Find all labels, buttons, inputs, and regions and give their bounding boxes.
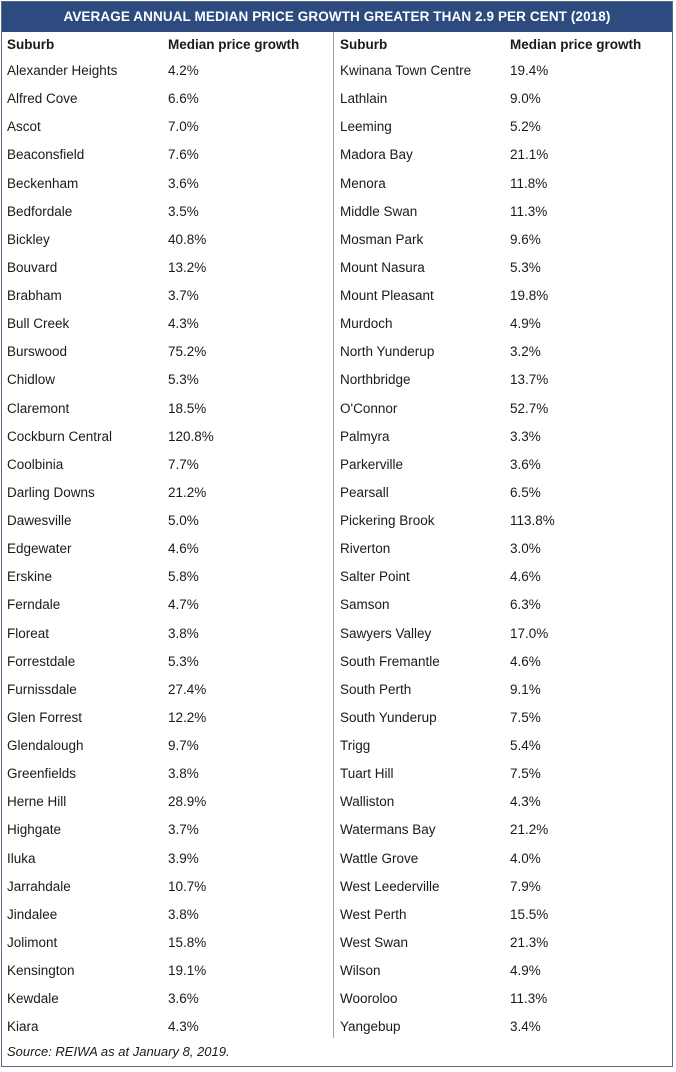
- table-row: [2, 929, 333, 957]
- table-row: [334, 845, 672, 873]
- right-table-body: [334, 57, 672, 1041]
- table-row: [334, 985, 672, 1013]
- growth-cell: 13.7%: [510, 372, 549, 388]
- suburb-cell: South Perth: [340, 681, 412, 697]
- table-row: [334, 563, 672, 591]
- table-row: [2, 788, 333, 816]
- growth-cell: 5.0%: [168, 513, 199, 528]
- growth-cell: 7.6%: [168, 147, 199, 163]
- suburb-cell: Tuart Hill: [340, 766, 394, 782]
- suburb-cell: Pickering Brook: [340, 513, 435, 528]
- table-row: [334, 366, 672, 394]
- growth-cell: 11.3%: [510, 991, 548, 1007]
- left-column: [2, 32, 333, 1041]
- table-row: [2, 282, 333, 310]
- table-row: [334, 282, 672, 310]
- table-row: [334, 310, 672, 338]
- growth-cell: 5.3%: [168, 653, 199, 669]
- suburb-cell: Kewdale: [7, 991, 59, 1007]
- growth-cell: 4.9%: [510, 316, 541, 332]
- growth-cell: 7.5%: [510, 709, 541, 725]
- table-row: [2, 170, 333, 198]
- table-row: [334, 620, 672, 648]
- table-row: [334, 901, 672, 929]
- suburb-cell: Bickley: [7, 231, 50, 247]
- suburb-cell: Floreat: [7, 625, 50, 641]
- growth-cell: 4.3%: [168, 1019, 199, 1035]
- suburb-cell: Brabham: [7, 288, 62, 303]
- table-row: [334, 170, 672, 198]
- growth-cell: 3.6%: [510, 456, 541, 472]
- suburb-cell: Leeming: [340, 119, 392, 135]
- growth-cell: 5.3%: [510, 259, 541, 275]
- suburb-cell: Highgate: [7, 822, 62, 838]
- table-row: [2, 366, 333, 394]
- table-row: [2, 254, 333, 282]
- growth-cell: 21.2%: [510, 822, 549, 838]
- growth-cell: 4.3%: [168, 316, 199, 332]
- suburb-cell: Ascot: [7, 119, 41, 135]
- growth-cell: 3.9%: [168, 850, 199, 866]
- table-row: [2, 451, 333, 479]
- growth-cell: 113.8%: [510, 513, 555, 528]
- suburb-cell: Kwinana Town Centre: [340, 63, 472, 78]
- source-note: Source: REIWA as at January 8, 2019.: [7, 1044, 230, 1059]
- suburb-cell: South Fremantle: [340, 653, 440, 669]
- growth-cell: 5.8%: [168, 569, 199, 585]
- left-column-header: [2, 32, 333, 57]
- growth-cell: 4.6%: [510, 653, 541, 669]
- suburb-cell: Mosman Park: [340, 231, 424, 247]
- growth-cell: 40.8%: [168, 231, 207, 247]
- suburb-cell: Furnissdale: [7, 681, 77, 697]
- table-row: [334, 507, 672, 535]
- suburb-cell: Jindalee: [7, 906, 58, 922]
- table-row: [2, 985, 333, 1013]
- table-row: [2, 901, 333, 929]
- table-row: [334, 1013, 672, 1041]
- growth-cell: 11.8%: [510, 175, 548, 191]
- table-row: [334, 676, 672, 704]
- table-row: [334, 226, 672, 254]
- left-table-body: [2, 57, 333, 1041]
- table-title: AVERAGE ANNUAL MEDIAN PRICE GROWTH GREATER THAN 2.9 PER CENT (2018): [2, 2, 672, 32]
- growth-cell: 3.5%: [168, 203, 199, 219]
- growth-cell: 3.0%: [510, 541, 541, 557]
- growth-cell: 21.3%: [510, 934, 549, 950]
- table-row: [2, 57, 333, 85]
- growth-cell: 3.8%: [168, 625, 199, 641]
- growth-cell: 11.3%: [510, 203, 548, 219]
- table-row: [334, 788, 672, 816]
- suburb-cell: Northbridge: [340, 372, 411, 388]
- suburb-cell: Bouvard: [7, 259, 58, 275]
- suburb-cell: Riverton: [340, 541, 391, 557]
- suburb-cell: Chidlow: [7, 372, 56, 388]
- suburb-cell: Sawyers Valley: [340, 625, 432, 641]
- table-row: [2, 141, 333, 169]
- growth-cell: 3.7%: [168, 288, 199, 303]
- growth-cell: 3.4%: [510, 1019, 541, 1035]
- table-row: [2, 704, 333, 732]
- table-row: [2, 338, 333, 366]
- table-row: [334, 929, 672, 957]
- growth-cell: 15.8%: [168, 934, 207, 950]
- growth-cell: 3.3%: [510, 428, 541, 444]
- table-row: [334, 479, 672, 507]
- suburb-cell: Trigg: [340, 738, 371, 753]
- suburb-cell: Wooroloo: [340, 991, 398, 1007]
- suburb-cell: Dawesville: [7, 513, 72, 528]
- table-row: [2, 507, 333, 535]
- growth-cell: 17.0%: [510, 625, 549, 641]
- table-row: [334, 451, 672, 479]
- table-row: [334, 704, 672, 732]
- right-column-header: [334, 32, 672, 57]
- table-row: [2, 1013, 333, 1041]
- header-suburb: Suburb: [7, 37, 55, 52]
- suburb-cell: O'Connor: [340, 400, 398, 416]
- suburb-cell: Iluka: [7, 850, 36, 866]
- growth-cell: 21.2%: [168, 484, 207, 500]
- growth-cell: 4.6%: [168, 541, 199, 557]
- table-row: [2, 198, 333, 226]
- table-row: [334, 535, 672, 563]
- growth-cell: 13.2%: [168, 259, 207, 275]
- header-suburb: Suburb: [340, 37, 388, 52]
- suburb-cell: Claremont: [7, 400, 70, 416]
- table-row: [2, 226, 333, 254]
- table-row: [334, 423, 672, 451]
- growth-cell: 7.7%: [168, 456, 199, 472]
- table-row: [2, 591, 333, 619]
- suburb-cell: Burswood: [7, 344, 68, 360]
- suburb-cell: Coolbinia: [7, 456, 64, 472]
- growth-cell: 4.0%: [510, 850, 541, 866]
- price-growth-table: [1, 1, 673, 1067]
- suburb-cell: Madora Bay: [340, 147, 413, 163]
- suburb-cell: Murdoch: [340, 316, 393, 332]
- suburb-cell: Herne Hill: [7, 794, 67, 810]
- growth-cell: 4.3%: [510, 794, 541, 810]
- suburb-cell: Ferndale: [7, 597, 61, 613]
- table-row: [2, 479, 333, 507]
- table-row: [334, 760, 672, 788]
- growth-cell: 3.2%: [510, 344, 541, 360]
- growth-cell: 4.7%: [168, 597, 199, 613]
- suburb-cell: Kiara: [7, 1019, 39, 1035]
- growth-cell: 120.8%: [168, 428, 214, 444]
- suburb-cell: Palmyra: [340, 428, 390, 444]
- suburb-cell: West Swan: [340, 934, 409, 950]
- suburb-cell: Cockburn Central: [7, 428, 113, 444]
- suburb-cell: Edgewater: [7, 541, 72, 557]
- suburb-cell: West Leederville: [340, 878, 440, 894]
- growth-cell: 4.9%: [510, 963, 541, 978]
- suburb-cell: Beckenham: [7, 175, 79, 191]
- suburb-cell: Menora: [340, 175, 386, 191]
- table-row: [2, 760, 333, 788]
- table-row: [2, 732, 333, 760]
- suburb-cell: Erskine: [7, 569, 53, 585]
- growth-cell: 21.1%: [510, 147, 549, 163]
- table-row: [334, 395, 672, 423]
- table-row: [2, 676, 333, 704]
- table-row: [2, 423, 333, 451]
- growth-cell: 7.5%: [510, 766, 541, 782]
- suburb-cell: Jolimont: [7, 934, 58, 950]
- table-row: [334, 57, 672, 85]
- suburb-cell: Wilson: [340, 963, 381, 978]
- growth-cell: 19.1%: [168, 963, 207, 978]
- suburb-cell: Greenfields: [7, 766, 77, 782]
- suburb-cell: Glendalough: [7, 738, 84, 753]
- growth-cell: 3.8%: [168, 766, 199, 782]
- table-row: [334, 957, 672, 985]
- table-row: [334, 648, 672, 676]
- suburb-cell: Alexander Heights: [7, 63, 118, 78]
- growth-cell: 6.5%: [510, 484, 541, 500]
- table-row: [334, 113, 672, 141]
- suburb-cell: Yangebup: [340, 1019, 401, 1035]
- table-row: [2, 816, 333, 844]
- table-row: [334, 591, 672, 619]
- table-row: [2, 620, 333, 648]
- growth-cell: 6.3%: [510, 597, 541, 613]
- table-row: [2, 648, 333, 676]
- growth-cell: 19.4%: [510, 63, 549, 78]
- growth-cell: 3.6%: [168, 991, 199, 1007]
- suburb-cell: Middle Swan: [340, 203, 418, 219]
- growth-cell: 75.2%: [168, 344, 207, 360]
- growth-cell: 3.6%: [168, 175, 199, 191]
- suburb-cell: Watermans Bay: [340, 822, 436, 838]
- growth-cell: 5.4%: [510, 738, 541, 753]
- table-row: [2, 563, 333, 591]
- suburb-cell: Samson: [340, 597, 390, 613]
- growth-cell: 12.2%: [168, 709, 207, 725]
- suburb-cell: Bedfordale: [7, 203, 73, 219]
- suburb-cell: Bull Creek: [7, 316, 70, 332]
- suburb-cell: Forrestdale: [7, 653, 76, 669]
- table-row: [334, 85, 672, 113]
- growth-cell: 6.6%: [168, 91, 199, 107]
- suburb-cell: Alfred Cove: [7, 91, 78, 107]
- table-row: [2, 873, 333, 901]
- growth-cell: 7.9%: [510, 878, 541, 894]
- suburb-cell: Mount Nasura: [340, 259, 425, 275]
- suburb-cell: Wattle Grove: [340, 850, 419, 866]
- suburb-cell: Mount Pleasant: [340, 288, 434, 303]
- suburb-cell: Kensington: [7, 963, 75, 978]
- growth-cell: 9.0%: [510, 91, 541, 107]
- table-row: [2, 310, 333, 338]
- growth-cell: 10.7%: [168, 878, 207, 894]
- suburb-cell: Walliston: [340, 794, 395, 810]
- suburb-cell: Jarrahdale: [7, 878, 71, 894]
- growth-cell: 4.6%: [510, 569, 541, 585]
- suburb-cell: Beaconsfield: [7, 147, 85, 163]
- suburb-cell: Lathlain: [340, 91, 388, 107]
- table-row: [334, 198, 672, 226]
- growth-cell: 7.0%: [168, 119, 199, 135]
- suburb-cell: Pearsall: [340, 484, 389, 500]
- growth-cell: 18.5%: [168, 400, 207, 416]
- growth-cell: 5.2%: [510, 119, 541, 135]
- table-row: [2, 113, 333, 141]
- table-row: [2, 395, 333, 423]
- table-row: [2, 845, 333, 873]
- suburb-cell: Parkerville: [340, 456, 404, 472]
- table-row: [2, 85, 333, 113]
- table-row: [334, 732, 672, 760]
- right-column: [334, 32, 672, 1041]
- suburb-cell: South Yunderup: [340, 709, 437, 725]
- growth-cell: 19.8%: [510, 288, 549, 303]
- growth-cell: 5.3%: [168, 372, 199, 388]
- growth-cell: 52.7%: [510, 400, 549, 416]
- suburb-cell: North Yunderup: [340, 344, 435, 360]
- growth-cell: 3.8%: [168, 906, 199, 922]
- table-row: [2, 957, 333, 985]
- growth-cell: 9.7%: [168, 738, 199, 753]
- header-median-price-growth: Median price growth: [510, 37, 642, 52]
- header-median-price-growth: Median price growth: [168, 37, 300, 52]
- suburb-cell: Salter Point: [340, 569, 410, 585]
- growth-cell: 28.9%: [168, 794, 207, 810]
- table-row: [334, 816, 672, 844]
- growth-cell: 4.2%: [168, 63, 199, 78]
- growth-cell: 27.4%: [168, 681, 207, 697]
- table-row: [334, 338, 672, 366]
- suburb-cell: Glen Forrest: [7, 709, 83, 725]
- growth-cell: 3.7%: [168, 822, 199, 838]
- suburb-cell: West Perth: [340, 906, 407, 922]
- table-row: [334, 141, 672, 169]
- table-row: [334, 873, 672, 901]
- table-row: [2, 535, 333, 563]
- table-row: [334, 254, 672, 282]
- suburb-cell: Darling Downs: [7, 484, 95, 500]
- growth-cell: 9.1%: [510, 681, 541, 697]
- growth-cell: 15.5%: [510, 906, 549, 922]
- growth-cell: 9.6%: [510, 231, 541, 247]
